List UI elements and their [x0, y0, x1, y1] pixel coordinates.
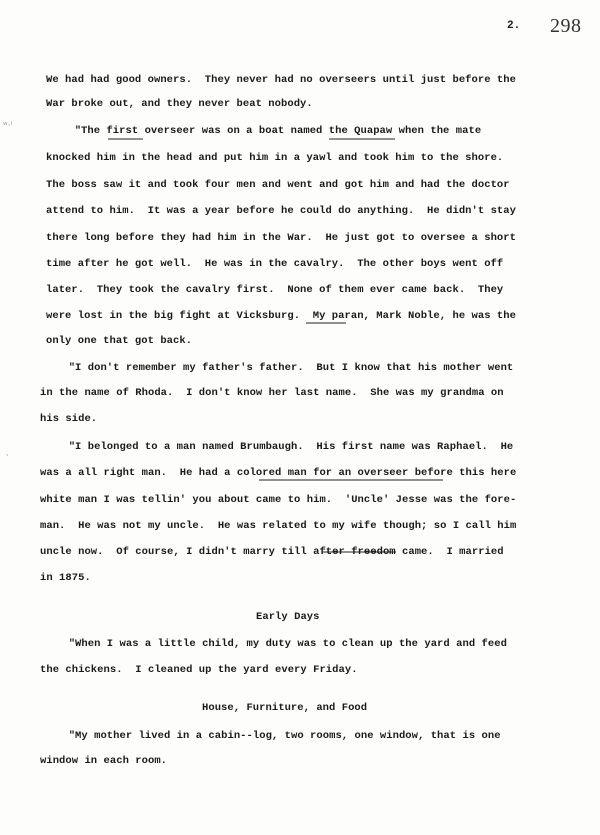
text-line: later. They took the cavalry first. None of them ever came back. They	[46, 284, 504, 296]
page-number: 298	[550, 15, 582, 37]
text-line: the chickens. I cleaned up the yard every Friday.	[40, 664, 358, 676]
text-line: The boss saw it and took four men and went and got him and had the doctor	[46, 179, 510, 191]
text-line: there long before they had him in the War. He just got to oversee a short	[46, 232, 516, 244]
text-line: attend to him. It was a year before he could do anything. He didn't stay	[46, 205, 516, 217]
text-line: time after he got well. He was in the cavalry. The other boys went off	[46, 258, 504, 270]
text-line: window in each room.	[40, 755, 168, 767]
text-line: uncle now. Of course, I didn't marry till after freedom came. I married	[40, 546, 504, 558]
text-line: man. He was not my uncle. He was related to my wife though; so I call him	[40, 520, 517, 532]
text-line: only one that got back.	[46, 335, 193, 347]
text-line: were lost in the big fight at Vicksburg. My paran, Mark Noble, he was the	[46, 310, 516, 322]
text-line: "My mother lived in a cabin--log, two rooms, one window, that is one	[56, 730, 501, 742]
section-heading: House, Furniture, and Food	[202, 702, 368, 714]
text-line: was a all right man. He had a colored man for an overseer before this here	[40, 467, 517, 479]
margin-mark: ˑ	[6, 452, 10, 462]
text-line: "The first overseer was on a boat named the Quapaw when the mate	[62, 125, 482, 137]
text-line: in the name of Rhoda. I don't know her last name. She was my grandma on	[40, 387, 504, 399]
margin-mark: ʷ·ˡ	[3, 121, 12, 131]
text-line: in 1875.	[40, 572, 91, 584]
text-line: white man I was tellin' you about came to him. 'Uncle' Jesse was the fore-	[40, 494, 517, 506]
text-line: knocked him in the head and put him in a yawl and took him to the shore.	[46, 152, 504, 164]
text-line: "I don't remember my father's father. But I know that his mother went	[56, 362, 514, 374]
text-line: War broke out, and they never beat nobody.	[46, 98, 313, 110]
section-heading: Early Days	[256, 611, 320, 623]
section-number: 2.	[507, 20, 521, 32]
text-line: "When I was a little child, my duty was to clean up the yard and feed	[56, 638, 507, 650]
text-line: "I belonged to a man named Brumbaugh. His first name was Raphael. He	[56, 441, 514, 453]
text-line: We had had good owners. They never had no overseers until just before the	[46, 74, 516, 86]
text-line: his side.	[40, 413, 98, 425]
